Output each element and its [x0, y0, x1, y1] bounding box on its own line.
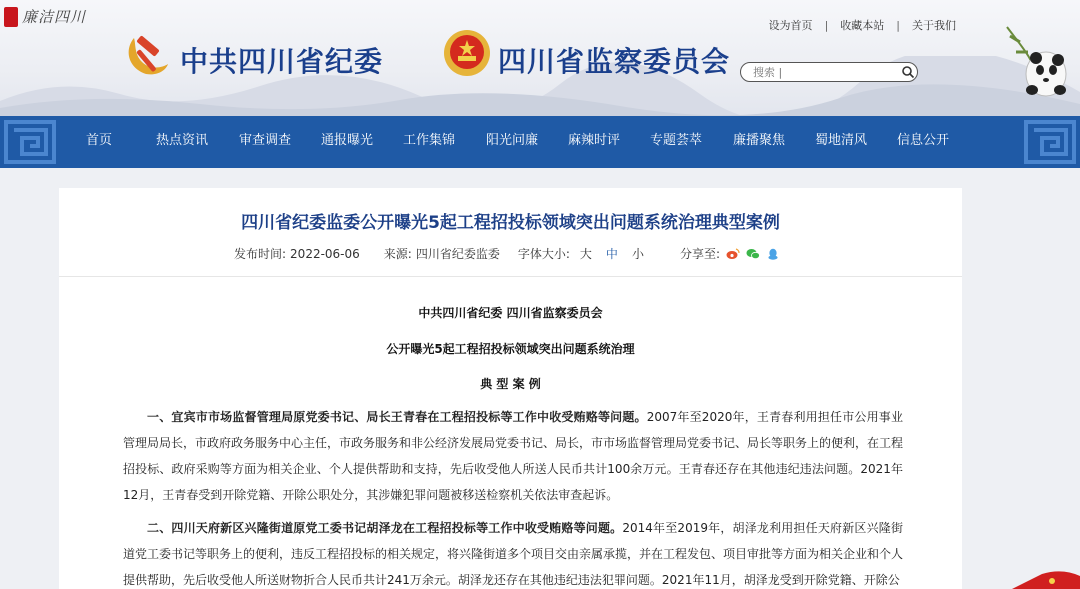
org-title-party: 中共四川省纪委 [180, 45, 384, 78]
case-1-heading: 一、宜宾市市场监督管理局原党委书记、局长王青春在工程招投标等工作中收受贿赂等问题。 [147, 410, 647, 424]
brand-calligraphy: 廉洁四川 [22, 8, 87, 26]
party-flag-icon [1012, 570, 1080, 589]
publish-date: 2022-06-06 [290, 246, 360, 261]
source-value: 四川省纪委监委 [415, 247, 500, 261]
national-emblem-icon [442, 28, 492, 78]
nav-home[interactable]: 首页 [86, 133, 113, 148]
case-1-text: 2007年至2020年，王青春利用担任市公用事业管理局局长，市政府政务服务中心主任，市政务服务和非公经济发展局党委书记、局长，市市场监督管理局党委书记、局长等职务上的便利，在工程招投标、政府采购等方面为相关企业、个人提供帮助和支持，先后收受他人所送人民币共计100余万元。王青春还存在其他违纪违法问题。2021年12月，王青春受到开除党籍、开除公职处分，其涉嫌犯罪问题被移送检察机关依法审查起诉。 [123, 410, 904, 502]
main-nav [0, 116, 1080, 168]
doc-heading: 典 型 案 例 [480, 377, 541, 391]
date-label: 发布时间: [234, 247, 287, 261]
divider [59, 276, 962, 277]
seal-icon [4, 7, 18, 27]
nav-exposure[interactable]: 通报曝光 [321, 133, 374, 148]
nav-topics[interactable]: 专题荟萃 [650, 133, 703, 148]
case-paragraph-2 [123, 515, 903, 589]
font-size-small[interactable]: 小 [631, 247, 644, 261]
case-paragraph-1 [123, 404, 903, 508]
case-2-heading: 二、四川天府新区兴隆街道原党工委书记胡泽龙在工程招投标等工作中收受贿赂等问题。 [147, 521, 623, 535]
font-size-large[interactable]: 大 [579, 247, 592, 261]
party-emblem-icon [122, 30, 172, 80]
source-label: 来源: [383, 247, 412, 261]
nav-hot-news[interactable]: 热点资讯 [156, 133, 209, 148]
about-link[interactable]: 关于我们 [912, 19, 956, 32]
nav-sunshine[interactable]: 阳光问廉 [486, 133, 539, 148]
article-meta [234, 245, 780, 262]
wechat-icon[interactable] [746, 248, 760, 260]
panda-illustration-icon [1002, 22, 1072, 100]
article-title: 四川省纪委监委公开曝光5起工程招投标领域突出问题系统治理典型案例 [241, 213, 780, 233]
fretwork-pattern-icon [1020, 116, 1080, 168]
separator: | [824, 18, 829, 32]
org-title-supervision: 四川省监察委员会 [498, 45, 731, 78]
search-box [740, 62, 918, 82]
nav-work[interactable]: 工作集锦 [403, 133, 456, 148]
fretwork-pattern-icon [0, 116, 60, 168]
doc-subtitle: 公开曝光5起工程招投标领域突出问题系统治理 [386, 342, 635, 356]
article-panel [59, 188, 962, 589]
search-input[interactable] [753, 66, 893, 79]
nav-disclosure[interactable]: 信息公开 [897, 133, 950, 148]
separator: | [896, 18, 900, 32]
nav-broadcast[interactable]: 廉播聚焦 [733, 133, 786, 148]
nav-commentary[interactable]: 麻辣时评 [568, 133, 621, 148]
qq-icon[interactable] [766, 248, 780, 260]
share-label: 分享至: [679, 247, 720, 261]
font-size-label: 字体大小: [517, 247, 570, 261]
bookmark-link[interactable]: 收藏本站 [840, 19, 885, 32]
doc-issuer: 中共四川省纪委 四川省监察委员会 [418, 306, 603, 320]
brand-logo[interactable] [4, 6, 86, 27]
case-2-text: 2014年至2019年，胡泽龙利用担任天府新区兴隆街道党工委书记等职务上的便利，违反工程招投标的相关规定，将兴隆街道多个项目交由亲属承揽，并在工程发包、项目审批等方面为相关企业和个人提供帮助，先后收受他人所送财物折合人民币共计241万余元。胡泽龙还存在其他违纪违法犯罪问题。2021年11月，胡泽龙受到开除党籍、开除公 [123, 521, 904, 587]
site-header [0, 0, 1080, 116]
set-homepage-link[interactable]: 设为首页 [768, 19, 813, 32]
search-icon[interactable] [901, 65, 915, 79]
top-links [769, 17, 956, 33]
nav-clean-breeze[interactable]: 蜀地清风 [815, 133, 868, 148]
weibo-icon[interactable] [726, 248, 740, 260]
nav-investigation[interactable]: 审查调查 [239, 133, 292, 148]
font-size-medium[interactable]: 中 [605, 247, 618, 261]
